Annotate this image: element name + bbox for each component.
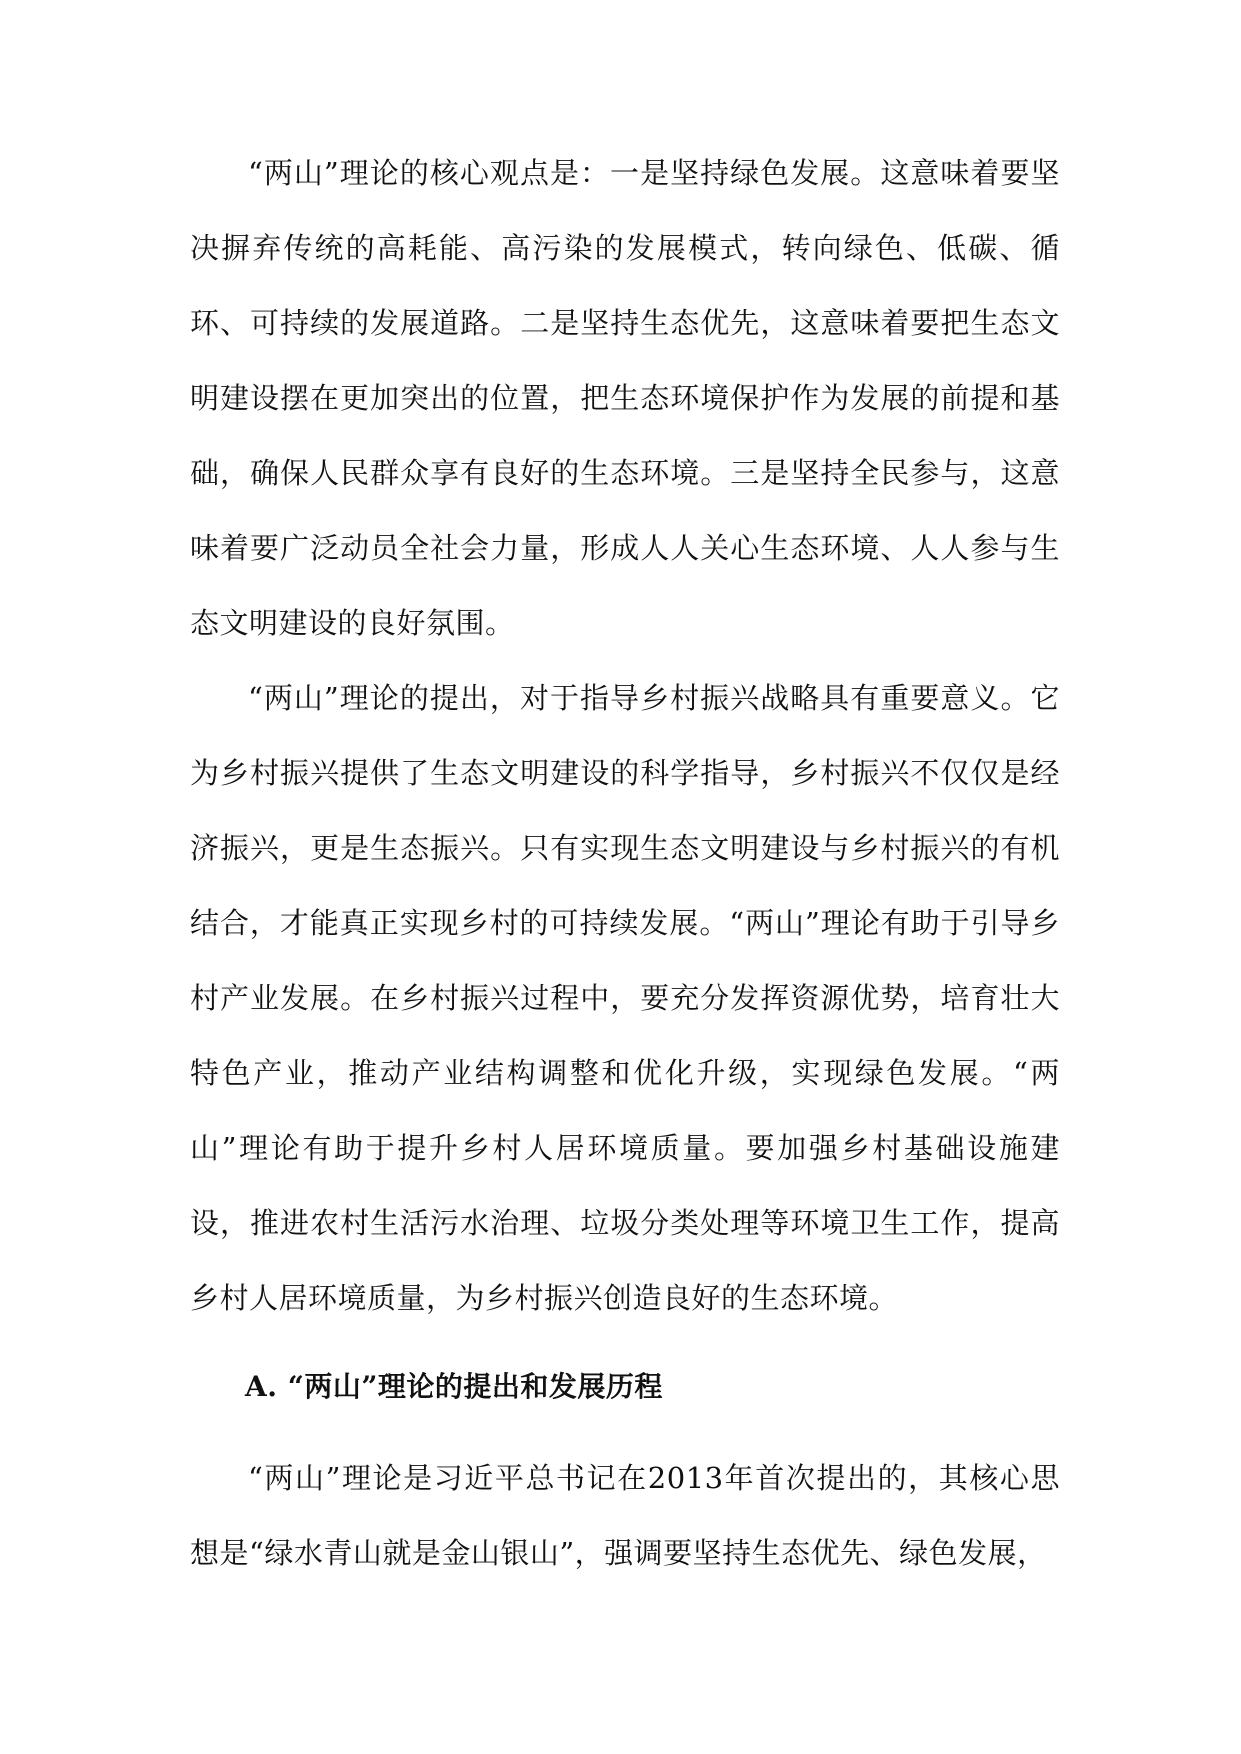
paragraph-rural-revitalization: “两山”理论的提出，对于指导乡村振兴战略具有重要意义。它为乡村振兴提供了生态文明建设的科学指导，乡村振兴不仅仅是经济振兴，更是生态振兴。只有实现生态文明建设与乡村振兴的有机结合，才能真正实现乡村的可持续发展。“两山”理论有助于引导乡村产业发展。在乡村振兴过程中，要充分发挥资源优势，培育壮大特色产业，推动产业结构调整和优化升级，实现绿色发展。“两山”理论有助于提升乡村人居环境质量。要加强乡村基础设施建设，推进农村生活污水治理、垃圾分类处理等环境卫生工作，提高乡村人居环境质量，为乡村振兴创造良好的生态环境。	[190, 681, 1060, 1315]
paragraph-core-viewpoints: “两山”理论的核心观点是：一是坚持绿色发展。这意味着要坚决摒弃传统的高耗能、高污染的发展模式，转向绿色、低碳、循环、可持续的发展道路。二是坚持生态优先，这意味着要把生态文明建设摆在更加突出的位置，把生态环境保护作为发展的前提和基础，确保人民群众享有良好的生态环境。三是坚持全民参与，这意味着要广泛动员全社会力量，形成人人关心生态环境、人人参与生态文明建设的良好氛围。	[190, 156, 1060, 640]
section-heading: A. “两山”理论的提出和发展历程	[245, 1370, 663, 1403]
paragraph-history: “两山”理论是习近平总书记在2013年首次提出的，其核心思想是“绿水青山就是金山银山”，强调要坚持生态优先、绿色发展，	[190, 1461, 1060, 1570]
